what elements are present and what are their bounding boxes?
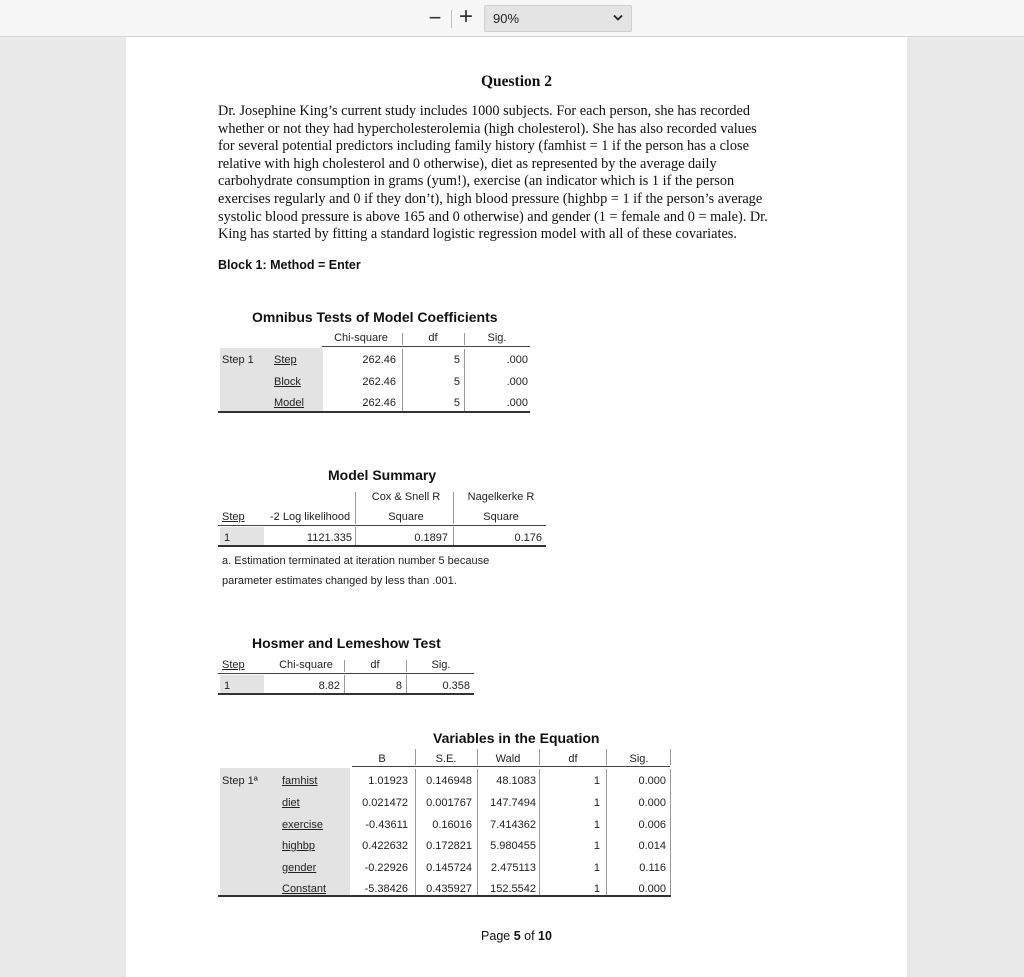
omnibus-header-chi: Chi-square <box>334 332 388 344</box>
var-cell-se: 0.172821 <box>426 840 472 852</box>
omnibus-title: Omnibus Tests of Model Coefficients <box>252 309 498 325</box>
ms-cell-nagel: 0.176 <box>514 532 542 544</box>
hosmer-header-chi: Chi-square <box>279 659 333 671</box>
var-group-cell <box>220 768 276 896</box>
var-row-name: diet <box>282 797 300 809</box>
var-header-sig: Sig. <box>629 753 649 765</box>
ms-header-nagel-line1: Nagelkerke R <box>467 491 535 503</box>
omnibus-group-label: Step 1 <box>222 354 254 366</box>
ms-header-cox-line1: Cox & Snell R <box>371 491 441 503</box>
var-cell-wald: 152.5542 <box>490 883 536 895</box>
var-cell-df: 1 <box>593 862 600 874</box>
omnibus-cell-df: 5 <box>453 376 460 388</box>
var-header-se: S.E. <box>435 753 457 765</box>
var-row-name: exercise <box>282 819 323 831</box>
var-header-df: df <box>568 753 578 765</box>
var-cell-se: 0.435927 <box>426 883 472 895</box>
var-cell-sig: 0.000 <box>638 775 666 787</box>
question-title: Question 2 <box>480 73 553 90</box>
var-cell-df: 1 <box>593 883 600 895</box>
var-header-wald: Wald <box>495 753 521 765</box>
omnibus-row-label: Block <box>274 376 301 388</box>
omnibus-header-sig: Sig. <box>487 332 507 344</box>
hosmer-cell-step: 1 <box>224 680 231 692</box>
var-cell-b: -5.38426 <box>364 883 408 895</box>
var-cell-b: 1.01923 <box>368 775 408 787</box>
omnibus-cell-chi: 262.46 <box>362 354 396 366</box>
var-header-b: B <box>378 753 386 765</box>
pdf-toolbar <box>0 0 1024 37</box>
var-cell-b: 0.021472 <box>362 797 408 809</box>
var-cell-sig: 0.000 <box>638 797 666 809</box>
omnibus-row-label: Model <box>274 397 304 409</box>
page-of: of <box>520 929 539 943</box>
var-cell-b: -0.43611 <box>365 819 408 831</box>
var-cell-wald: 147.7494 <box>490 797 536 809</box>
hosmer-cell-df: 8 <box>395 680 402 692</box>
var-cell-wald: 5.980455 <box>490 840 536 852</box>
ms-header-nagel-line2: Square <box>483 511 519 523</box>
omnibus-row-label: Step <box>274 354 297 366</box>
ms-footnote-line1: a. Estimation terminated at iteration number 5 because <box>222 555 490 567</box>
var-cell-se: 0.146948 <box>426 775 472 787</box>
chevron-down-icon <box>613 14 623 22</box>
toolbar-divider <box>451 10 452 28</box>
var-cell-se: 0.001767 <box>426 797 472 809</box>
omnibus-cell-chi: 262.46 <box>362 376 396 388</box>
question-intro-text: Dr. Josephine King’s current study includes 1000 subjects. For each person, she has recorded whether or not they had hypercholesterolemia (high cholesterol). She has also recorded values for several potential predictors including family history (famhist = 1 if the person has a close relative with high cholesterol and 0 otherwise), diet as represented by the average daily carbohydrate consumption in grams (yum!), exercise (an indicator which is 1 if the person exercises regularly and 0 if they don’t), high blood pressure (highbp = 1 if the person’s average systolic blood pressure is above 165 and 0 otherwise) and gender (1 = female and 0 = male). Dr. King has started by fitting a standard logistic regression model with all of these covariates. <box>218 103 768 243</box>
hosmer-cell-sig: 0.358 <box>442 680 470 692</box>
hosmer-header-step: Step <box>222 659 245 671</box>
var-cell-wald: 2.475113 <box>490 862 536 874</box>
zoom-level-select[interactable] <box>484 5 632 32</box>
var-cell-sig: 0.014 <box>638 840 666 852</box>
var-cell-df: 1 <box>593 797 600 809</box>
var-cell-b: 0.422632 <box>362 840 408 852</box>
zoom-level-value: 90% <box>493 11 520 26</box>
var-cell-se: 0.16016 <box>432 819 472 831</box>
variables-title: Variables in the Equation <box>433 730 600 746</box>
ms-cell-step: 1 <box>224 532 231 544</box>
page-current: 5 <box>513 929 521 943</box>
document-page <box>126 37 907 977</box>
var-cell-sig: 0.000 <box>638 883 666 895</box>
var-cell-df: 1 <box>593 819 600 831</box>
var-row-name: famhist <box>282 775 318 787</box>
var-cell-se: 0.145724 <box>426 862 472 874</box>
zoom-out-button[interactable]: − <box>428 5 442 30</box>
ms-header-ll: -2 Log likelihood <box>270 511 351 523</box>
page-number <box>126 929 907 943</box>
omnibus-cell-df: 5 <box>453 354 460 366</box>
ms-header-cox-line2: Square <box>388 511 424 523</box>
omnibus-cell-sig: .000 <box>506 354 528 366</box>
omnibus-header-df: df <box>428 332 438 344</box>
var-cell-sig: 0.116 <box>639 862 666 874</box>
var-cell-df: 1 <box>593 775 600 787</box>
omnibus-cell-sig: .000 <box>506 397 528 409</box>
var-cell-wald: 48.1083 <box>496 775 536 787</box>
var-group-label: Step 1ª <box>222 775 258 787</box>
hosmer-header-df: df <box>370 659 380 671</box>
hosmer-header-sig: Sig. <box>431 659 451 671</box>
omnibus-cell-chi: 262.46 <box>362 397 396 409</box>
ms-cell-ll: 1121.335 <box>306 532 352 544</box>
ms-cell-cox: 0.1897 <box>414 532 448 544</box>
hosmer-cell-chi: 8.82 <box>318 680 340 692</box>
hosmer-title: Hosmer and Lemeshow Test <box>252 635 441 651</box>
var-rowlabel-cells <box>276 768 350 896</box>
var-cell-wald: 7.414362 <box>490 819 536 831</box>
var-row-name: highbp <box>282 840 316 852</box>
page-label: Page <box>481 929 514 943</box>
var-cell-sig: 0.006 <box>638 819 666 831</box>
ms-footnote-line2: parameter estimates changed by less than .001. <box>222 575 457 587</box>
ms-header-step: Step <box>222 511 245 523</box>
var-row-name: Constant <box>282 883 327 895</box>
page-total: 10 <box>538 929 552 943</box>
omnibus-cell-df: 5 <box>453 397 460 409</box>
zoom-in-button[interactable]: + <box>458 3 473 30</box>
omnibus-cell-sig: .000 <box>506 376 528 388</box>
var-cell-df: 1 <box>593 840 600 852</box>
var-cell-b: -0.22926 <box>364 862 408 874</box>
var-row-name: gender <box>282 862 317 874</box>
block-heading: Block 1: Method = Enter <box>218 258 361 272</box>
model-summary-title: Model Summary <box>328 467 437 483</box>
